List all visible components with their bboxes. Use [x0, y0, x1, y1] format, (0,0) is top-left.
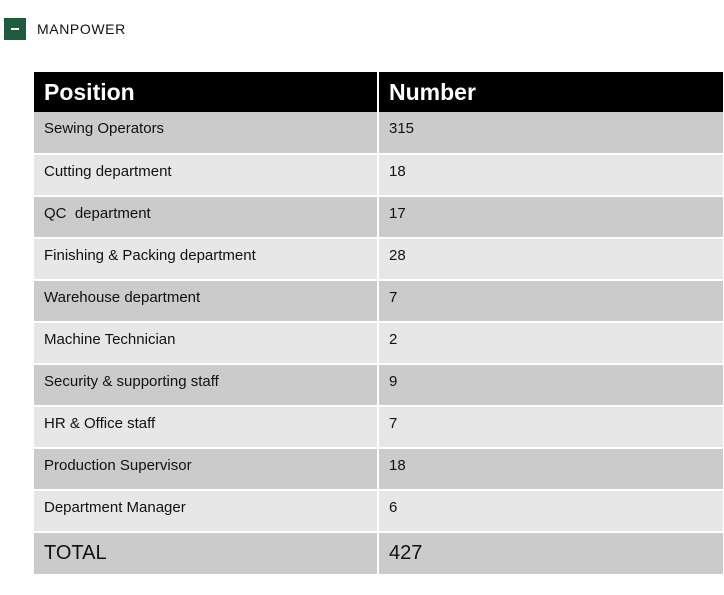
table-row	[34, 112, 723, 154]
number-cell: 17	[378, 196, 723, 238]
collapse-button[interactable]	[4, 18, 26, 40]
number-cell: 6	[378, 490, 723, 532]
position-cell: Security & supporting staff	[34, 364, 378, 406]
table-row	[34, 322, 723, 364]
table-row	[34, 238, 723, 280]
number-cell: 18	[378, 154, 723, 196]
position-cell: Department Manager	[34, 490, 378, 532]
minus-icon	[11, 28, 19, 30]
section-title: MANPOWER	[37, 21, 126, 37]
number-cell: 2	[378, 322, 723, 364]
number-cell: 18	[378, 448, 723, 490]
table-row	[34, 280, 723, 322]
position-cell: Sewing Operators	[34, 112, 378, 154]
position-cell: Cutting department	[34, 154, 378, 196]
total-number: 427	[378, 532, 723, 574]
table-header-row	[34, 72, 723, 112]
position-cell: Machine Technician	[34, 322, 378, 364]
manpower-table	[34, 72, 723, 574]
total-row	[34, 532, 723, 574]
column-header-number: Number	[378, 72, 723, 112]
position-cell: Finishing & Packing department	[34, 238, 378, 280]
table-row	[34, 154, 723, 196]
table-row	[34, 196, 723, 238]
number-cell: 7	[378, 406, 723, 448]
number-cell: 315	[378, 112, 723, 154]
total-label: TOTAL	[34, 532, 378, 574]
table-row	[34, 364, 723, 406]
column-header-position: Position	[34, 72, 378, 112]
number-cell: 9	[378, 364, 723, 406]
table-row	[34, 490, 723, 532]
position-cell: HR & Office staff	[34, 406, 378, 448]
number-cell: 28	[378, 238, 723, 280]
position-cell: Production Supervisor	[34, 448, 378, 490]
table-row	[34, 448, 723, 490]
table-row	[34, 406, 723, 448]
number-cell: 7	[378, 280, 723, 322]
section-header	[4, 17, 126, 41]
position-cell: QC department	[34, 196, 378, 238]
position-cell: Warehouse department	[34, 280, 378, 322]
